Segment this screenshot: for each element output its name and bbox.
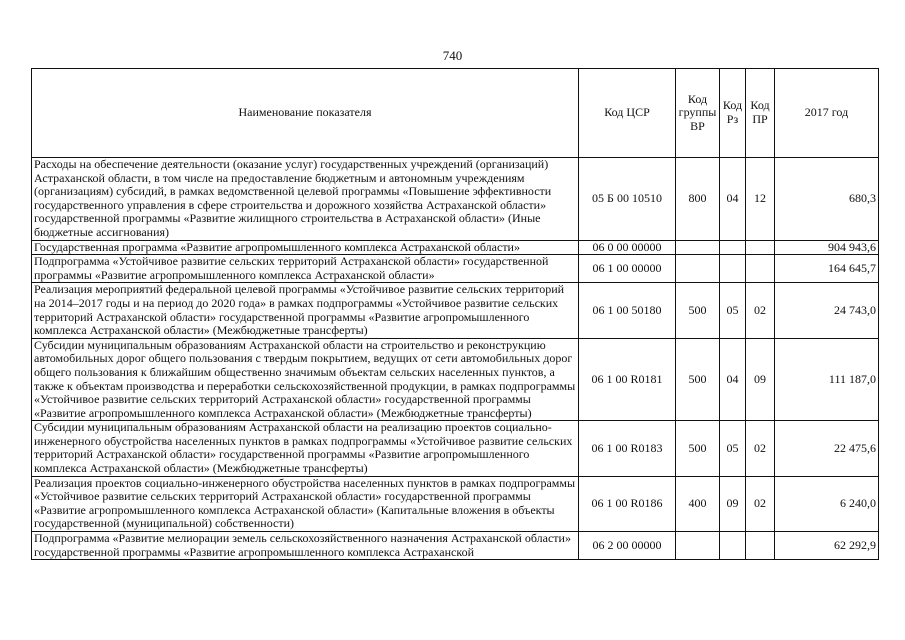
row-amount: 164 645,7 — [775, 255, 879, 283]
table-row — [32, 476, 879, 531]
header-csr-code: Код ЦСР — [579, 69, 676, 158]
row-name: Подпрограмма «Устойчивое развитие сельских территорий Астраханской области» государственной программы «Развитие агропромышленного комплекса Астраханской области» — [32, 255, 579, 283]
row-pr: 02 — [746, 283, 775, 338]
header-year-2017: 2017 год — [775, 69, 879, 158]
row-rz: 05 — [720, 283, 746, 338]
table-row — [32, 338, 879, 421]
header-rz-code: Код Рз — [720, 69, 746, 158]
row-name: Подпрограмма «Развитие мелиорации земель сельскохозяйственного назначения Астраханской области» государственной программы «Развитие агропромышленного комплекса Астраханской — [34, 532, 571, 559]
row-rz — [720, 240, 746, 255]
row-pr — [746, 255, 775, 283]
row-name: Государственная программа «Развитие агропромышленного комплекса Астраханской области» — [32, 240, 579, 255]
row-pr: 02 — [746, 476, 775, 531]
row-csr: 06 2 00 00000 — [579, 532, 676, 560]
row-amount: 6 240,0 — [775, 476, 879, 531]
row-rz — [720, 532, 746, 560]
row-vr — [676, 255, 720, 283]
row-amount: 904 943,6 — [775, 240, 879, 255]
row-csr: 06 1 00 R0186 — [579, 476, 676, 531]
row-vr: 500 — [676, 283, 720, 338]
row-name: Реализация проектов социально-инженерного обустройства населенных пунктов в рамках подпрограммы «Устойчивое развитие сельских территорий Астраханской области» государственной программы «Развитие агропромышленного комплекса Астраханской области» (Капитальные вложения в объекты государственной (муниципальной) собственности) — [32, 476, 579, 531]
row-amount: 22 475,6 — [775, 421, 879, 476]
row-csr: 06 1 00 R0181 — [579, 338, 676, 421]
table-row — [32, 255, 879, 283]
row-csr: 06 0 00 00000 — [579, 240, 676, 255]
table-header-row — [32, 69, 879, 158]
row-vr: 500 — [676, 338, 720, 421]
row-name: Субсидии муниципальным образованиям Астраханской области на строительство и реконструкцию автомобильных дорог общего пользования с твердым покрытием, ведущих от сети автомобильных дорог общего пользования к ближайшим общественно значимым объектам сельских населенных пунктов, а также к объектам производства и переработки сельскохозяйственной продукции, в рамках подпрограммы «Устойчивое развитие сельских территорий Астраханской области» государственной программы «Развитие агропромышленного комплекса Астраханской области» (Межбюджетные трансферты) — [32, 338, 579, 421]
row-pr — [746, 240, 775, 255]
row-amount: 680,3 — [775, 158, 879, 241]
table-row — [32, 421, 879, 476]
row-vr: 500 — [676, 421, 720, 476]
row-vr: 400 — [676, 476, 720, 531]
row-amount: 24 743,0 — [775, 283, 879, 338]
row-amount: 62 292,9 — [775, 532, 879, 560]
row-pr: 02 — [746, 421, 775, 476]
row-pr: 12 — [746, 158, 775, 241]
row-amount: 111 187,0 — [775, 338, 879, 421]
row-vr — [676, 240, 720, 255]
table-row — [32, 240, 879, 255]
row-pr — [746, 532, 775, 560]
row-pr: 09 — [746, 338, 775, 421]
row-vr: 800 — [676, 158, 720, 241]
table-row — [32, 283, 879, 338]
row-csr: 06 1 00 R0183 — [579, 421, 676, 476]
row-name: Субсидии муниципальным образованиям Астраханской области на реализацию проектов социально-инженерного обустройства населенных пунктов в рамках подпрограммы «Устойчивое развитие сельских территорий Астраханской области» государственной программы «Развитие агропромышленного комплекса Астраханской области» (Межбюджетные трансферты) — [32, 421, 579, 476]
header-pr-code: Код ПР — [746, 69, 775, 158]
table-row — [32, 532, 879, 560]
page-number: 740 — [442, 48, 463, 63]
row-csr: 05 Б 00 10510 — [579, 158, 676, 241]
row-rz: 05 — [720, 421, 746, 476]
table-row — [32, 158, 879, 241]
row-rz: 04 — [720, 338, 746, 421]
row-name: Реализация мероприятий федеральной целевой программы «Устойчивое развитие сельских территорий на 2014–2017 годы и на период до 2020 года» в рамках подпрограммы «Устойчивое развитие сельских территорий Астраханской области» государственной программы «Развитие агропромышленного комплекса Астраханской области» (Межбюджетные трансферты) — [32, 283, 579, 338]
row-rz — [720, 255, 746, 283]
row-csr: 06 1 00 00000 — [579, 255, 676, 283]
row-csr: 06 1 00 50180 — [579, 283, 676, 338]
header-vr-code: Код группы ВР — [676, 69, 720, 158]
header-indicator-name: Наименование показателя — [32, 69, 579, 158]
row-name: Расходы на обеспечение деятельности (оказание услуг) государственных учреждений (организаций) Астраханской области, в том числе на предоставление бюджетным и автономным учреждениям (организациям) субсидий, в рамках ведомственной целевой программы «Повышение эффективности государственного управления в сфере строительства и дорожного хозяйства Астраханской области» государственной программы «Развитие жилищного строительства в Астраханской области» (Иные бюджетные ассигнования) — [32, 158, 579, 241]
row-vr — [676, 532, 720, 560]
budget-table — [31, 68, 879, 560]
row-name-cell — [32, 532, 579, 560]
row-rz: 04 — [720, 158, 746, 241]
row-rz: 09 — [720, 476, 746, 531]
